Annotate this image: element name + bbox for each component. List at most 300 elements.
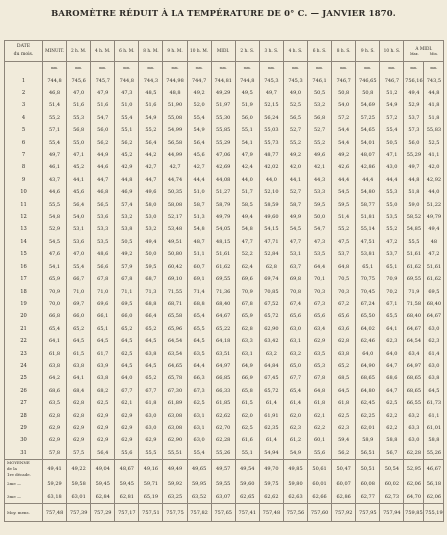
value-cell: 54,94 (259, 447, 283, 460)
value-cell: 49,9 (283, 211, 307, 223)
value-cell: 61,4 (259, 434, 283, 446)
value-cell: 61,73 (424, 397, 444, 409)
average-value-cell: 50,61 (308, 460, 332, 479)
average-value-cell: 49,04 (91, 460, 115, 479)
average-value-cell: 59,71 (139, 478, 163, 491)
value-cell: 61,7 (91, 348, 115, 360)
value-cell: 71,4 (187, 286, 211, 298)
table-row (5, 447, 444, 460)
value-cell: 49,51 (163, 236, 187, 248)
value-cell: 48,77 (259, 149, 283, 161)
value-cell: 45,2 (115, 149, 139, 161)
value-cell: 62,9 (43, 422, 67, 434)
value-cell: 65,2 (139, 372, 163, 384)
value-cell: 54,99 (163, 124, 187, 136)
value-cell: 44,7 (91, 174, 115, 186)
value-cell: 63,8 (139, 348, 163, 360)
value-cell: 56,4 (91, 447, 115, 460)
value-cell: 65,78 (163, 372, 187, 384)
value-cell: 57,5 (67, 447, 91, 460)
average-row (5, 478, 444, 491)
average-value-cell: 49,49 (163, 460, 187, 479)
value-cell: 44,99 (163, 149, 187, 161)
value-cell: 54,9 (139, 112, 163, 124)
value-cell: 62,62 (211, 410, 235, 422)
value-cell: 62,25 (356, 410, 380, 422)
value-cell: 41,8 (424, 99, 444, 111)
value-cell: 746,7 (332, 75, 356, 87)
value-cell: 62,9 (91, 422, 115, 434)
value-cell: 68,2 (91, 385, 115, 397)
average-value-cell: 62,81 (115, 491, 139, 504)
unit-cell: mm. (424, 62, 444, 75)
value-cell: 71,36 (211, 286, 235, 298)
date-column-header (5, 41, 43, 62)
value-cell: 53,0 (139, 211, 163, 223)
value-cell: 63,42 (259, 335, 283, 347)
value-cell: 63,6 (332, 323, 356, 335)
table-row (5, 75, 444, 87)
value-cell: 64,8 (332, 261, 356, 273)
value-cell: 54,7 (308, 223, 332, 235)
monthly-average-row (5, 504, 444, 522)
value-cell: 67,8 (115, 273, 139, 285)
value-cell: 58,77 (356, 199, 380, 211)
monthly-value-cell: 757,41 (235, 504, 259, 522)
value-cell: 68,65 (404, 372, 424, 384)
value-cell: 49,5 (235, 87, 259, 99)
value-cell: 69,55 (211, 273, 235, 285)
value-cell: 47,1 (380, 149, 404, 161)
value-cell: 55,51 (163, 447, 187, 460)
value-cell: 62,5 (332, 410, 356, 422)
average-value-cell: 62,86 (332, 491, 356, 504)
value-cell: 62,8 (43, 410, 67, 422)
value-cell: 65,6 (332, 310, 356, 322)
value-cell: 63,08 (163, 422, 187, 434)
value-cell: 44,0 (424, 186, 444, 198)
value-cell: 66,33 (211, 385, 235, 397)
value-cell: 64,54 (163, 335, 187, 347)
value-cell: 49,0 (283, 87, 307, 99)
table-row (5, 261, 444, 273)
average-value-cell: 49,16 (139, 460, 163, 479)
value-cell: 57,9 (115, 261, 139, 273)
table-row (5, 385, 444, 397)
value-cell: 54,9 (187, 124, 211, 136)
value-cell: 50,8 (332, 87, 356, 99)
average-value-cell: 60,01 (308, 478, 332, 491)
table-row (5, 422, 444, 434)
value-cell: 60,42 (163, 261, 187, 273)
value-cell: 70,9 (43, 286, 67, 298)
value-cell: 56,8 (308, 112, 332, 124)
value-cell: 44,9 (91, 149, 115, 161)
value-cell: 62,9 (115, 410, 139, 422)
value-cell: 55,6 (115, 447, 139, 460)
value-cell: 67,52 (259, 298, 283, 310)
value-cell: 65,0 (283, 360, 307, 372)
value-cell: 44,1 (67, 174, 91, 186)
value-cell: 56,5 (283, 112, 307, 124)
value-cell: 70,1 (308, 273, 332, 285)
value-cell: 57,8 (43, 447, 67, 460)
value-cell: 45,6 (187, 149, 211, 161)
value-cell: 65,1 (91, 323, 115, 335)
value-cell: 42,86 (356, 161, 380, 173)
value-cell: 63,1 (187, 410, 211, 422)
value-cell: 64,7 (380, 385, 404, 397)
value-cell: 70,9 (380, 273, 404, 285)
value-cell: 47,2 (380, 236, 404, 248)
value-cell: 64,2 (43, 372, 67, 384)
value-cell: 70,85 (259, 286, 283, 298)
value-cell: 42,0 (424, 161, 444, 173)
value-cell: 46,8 (43, 87, 67, 99)
value-cell: 64,5 (91, 335, 115, 347)
monthly-value-cell: 757,48 (43, 504, 67, 522)
value-cell: 66,55 (404, 397, 424, 409)
value-cell: 62,9 (67, 434, 91, 446)
column-header: 9 h. S. (356, 41, 380, 62)
value-cell: 63,0 (139, 422, 163, 434)
value-cell: 68,40 (424, 298, 444, 310)
value-cell: 67,8 (91, 273, 115, 285)
value-cell: 71,58 (404, 298, 424, 310)
value-cell: 61,1 (424, 410, 444, 422)
day-cell: 26 (5, 385, 43, 397)
value-cell: 69,6 (235, 273, 259, 285)
value-cell: 68,71 (163, 298, 187, 310)
midi-group-header (404, 41, 444, 62)
value-cell: 61,8 (43, 348, 67, 360)
value-cell: 42,4 (235, 161, 259, 173)
value-cell: 58,0 (139, 199, 163, 211)
value-cell: 64,02 (356, 323, 380, 335)
value-cell: 64,67 (424, 310, 444, 322)
average-value-cell: 63,18 (43, 491, 67, 504)
value-cell: 52,15 (259, 99, 283, 111)
table-body (5, 62, 444, 504)
average-value-cell: 60,02 (380, 478, 404, 491)
value-cell: 55,1 (235, 124, 259, 136)
value-cell: 58,52 (404, 211, 424, 223)
average-value-cell: 60,07 (332, 478, 356, 491)
value-cell: 55,6 (308, 447, 332, 460)
column-header: 6 h. S. (308, 41, 332, 62)
value-cell: 54,4 (332, 124, 356, 136)
value-cell: 67,4 (283, 298, 307, 310)
value-cell: 70,3 (332, 286, 356, 298)
day-cell: 6 (5, 137, 43, 149)
value-cell: 51,1 (187, 248, 211, 260)
value-cell: 55,4 (187, 112, 211, 124)
value-cell: 69,55 (404, 273, 424, 285)
day-cell: 11 (5, 199, 43, 211)
value-cell: 54,8 (187, 223, 211, 235)
day-cell: 3 (5, 99, 43, 111)
value-cell: 63,0 (404, 434, 424, 446)
value-cell: 64,84 (259, 360, 283, 372)
value-cell: 71,1 (115, 286, 139, 298)
value-cell: 48,07 (356, 149, 380, 161)
value-cell: 62,9 (91, 410, 115, 422)
average-label (5, 478, 43, 491)
value-cell: 55,83 (424, 124, 444, 136)
average-value-cell: 59,45 (91, 478, 115, 491)
value-cell: 55,30 (211, 112, 235, 124)
value-cell: 70,75 (356, 273, 380, 285)
value-cell: 52,84 (259, 248, 283, 260)
value-cell: 58,8 (380, 434, 404, 446)
value-cell: 62,3 (380, 335, 404, 347)
table-row (5, 161, 444, 173)
value-cell: 67,7 (115, 385, 139, 397)
unit-cell: mm. (235, 62, 259, 75)
value-cell: 44,0 (259, 174, 283, 186)
value-cell: 55,29 (404, 149, 424, 161)
value-cell: 64,4 (187, 360, 211, 372)
value-cell: 41,1 (424, 149, 444, 161)
value-cell: 44,6 (91, 161, 115, 173)
table-row (5, 298, 444, 310)
value-cell: 56,0 (404, 137, 424, 149)
value-cell: 64,67 (404, 323, 424, 335)
value-cell: 57,4 (115, 199, 139, 211)
value-cell: 53,48 (163, 223, 187, 235)
value-cell: 48,6 (91, 248, 115, 260)
value-cell: 62,0 (283, 410, 307, 422)
value-cell: 50,5 (115, 236, 139, 248)
value-cell: 59,5 (308, 199, 332, 211)
value-cell: 744,8 (43, 75, 67, 87)
value-cell: 57,3 (404, 124, 424, 136)
value-cell: 61,5 (235, 397, 259, 409)
value-cell: 67,1 (380, 298, 404, 310)
unit-row (5, 62, 444, 75)
value-cell: 47,51 (356, 236, 380, 248)
day-cell: 5 (5, 124, 43, 136)
value-cell: 56,2 (115, 137, 139, 149)
value-cell: 49,4 (235, 211, 259, 223)
value-cell: 62,3 (424, 335, 444, 347)
value-cell: 62,28 (404, 447, 424, 460)
value-cell: 51,61 (424, 261, 444, 273)
value-cell: 53,3 (91, 223, 115, 235)
value-cell: 55,2 (283, 137, 307, 149)
table-row (5, 286, 444, 298)
value-cell: 65,2 (139, 323, 163, 335)
unit-cell: mm. (404, 62, 424, 75)
value-cell: 50,0 (308, 211, 332, 223)
value-cell: 62,3 (283, 422, 307, 434)
value-cell: 62,9 (43, 434, 67, 446)
monthly-value-cell: 757,95 (356, 504, 380, 522)
value-cell: 45,2 (67, 161, 91, 173)
value-cell: 64,18 (211, 335, 235, 347)
value-cell: 67,30 (163, 385, 187, 397)
value-cell: 53,5 (308, 248, 332, 260)
value-cell: 65,4 (283, 385, 307, 397)
table-row (5, 323, 444, 335)
value-cell: 746,7 (380, 75, 404, 87)
value-cell: 61,62 (424, 273, 444, 285)
value-cell: 64,1 (43, 335, 67, 347)
value-cell: 51,61 (211, 248, 235, 260)
average-value-cell: 65,19 (139, 491, 163, 504)
value-cell: 65,50 (356, 310, 380, 322)
value-cell: 70,45 (356, 286, 380, 298)
average-value-cell: 62,77 (356, 491, 380, 504)
value-cell: 67,7 (139, 385, 163, 397)
day-cell: 8 (5, 161, 43, 173)
value-cell: 44,4 (380, 174, 404, 186)
value-cell: 53,8 (115, 223, 139, 235)
value-cell: 52,5 (424, 137, 444, 149)
value-cell: 54,80 (356, 186, 380, 198)
value-cell: 51,81 (356, 211, 380, 223)
value-cell: 55,85 (211, 124, 235, 136)
day-cell: 28 (5, 410, 43, 422)
value-cell: 55,03 (259, 124, 283, 136)
value-cell: 65,58 (163, 310, 187, 322)
value-cell: 67,2 (332, 298, 356, 310)
value-cell: 743,5 (424, 75, 444, 87)
average-value-cell: 62,06 (424, 491, 444, 504)
average-heading: MOYENNE (7, 460, 30, 466)
value-cell: 61,2 (283, 434, 307, 446)
value-cell: 63,4 (404, 348, 424, 360)
day-cell: 7 (5, 149, 43, 161)
value-cell: 65,6 (308, 310, 332, 322)
value-cell: 55,0 (67, 137, 91, 149)
column-header: MINUIT. (43, 41, 67, 62)
day-cell: 15 (5, 248, 43, 260)
value-cell: 64,5 (139, 360, 163, 372)
value-cell: 67,8 (235, 298, 259, 310)
value-cell: 64,1 (67, 372, 91, 384)
day-cell: 21 (5, 323, 43, 335)
value-cell: 61,4 (283, 397, 307, 409)
average-row (5, 460, 444, 479)
value-cell: 70,3 (308, 286, 332, 298)
value-cell: 66,0 (115, 310, 139, 322)
value-cell: 55,1 (235, 447, 259, 460)
table-row (5, 248, 444, 260)
midi-group-label: A MIDI. (415, 46, 433, 52)
column-header: 4 h. S. (283, 41, 307, 62)
value-cell: 64,8 (308, 385, 332, 397)
table-row (5, 87, 444, 99)
value-cell: 47,7 (283, 236, 307, 248)
value-cell: 61,4 (259, 397, 283, 409)
value-cell: 66,9 (235, 372, 259, 384)
table-row (5, 124, 444, 136)
value-cell: 62,5 (115, 348, 139, 360)
value-cell: 54,5 (332, 186, 356, 198)
value-cell: 55,3 (67, 112, 91, 124)
value-cell: 50,8 (356, 87, 380, 99)
table-row (5, 137, 444, 149)
value-cell: 63,7 (283, 261, 307, 273)
value-cell: 68,6 (380, 372, 404, 384)
value-cell: 62,9 (67, 422, 91, 434)
average-value-cell: 59,92 (163, 478, 187, 491)
value-cell: 51,8 (404, 186, 424, 198)
value-cell: 68,6 (43, 385, 67, 397)
value-cell: 42,9 (115, 161, 139, 173)
value-cell: 68,65 (404, 385, 424, 397)
value-cell: 53,7 (380, 248, 404, 260)
average-value-cell: 62,73 (380, 491, 404, 504)
value-cell: 51,61 (404, 248, 424, 260)
value-cell: 66,1 (91, 310, 115, 322)
value-cell: 55,1 (115, 124, 139, 136)
value-cell: 63,8 (67, 360, 91, 372)
value-cell: 744,3 (139, 75, 163, 87)
value-cell: 51,3 (187, 211, 211, 223)
monthly-value-cell: 757,17 (115, 504, 139, 522)
value-cell: 51,6 (91, 99, 115, 111)
value-cell: 52,7 (308, 124, 332, 136)
value-cell: 49,6 (139, 186, 163, 198)
value-cell: 49,7 (404, 161, 424, 173)
value-cell: 69,74 (259, 273, 283, 285)
value-cell: 61,8 (308, 397, 332, 409)
table-row (5, 397, 444, 409)
value-cell: 54,69 (356, 99, 380, 111)
value-cell: 65,8 (235, 385, 259, 397)
value-cell: 43,0 (380, 161, 404, 173)
value-cell: 61,8 (139, 397, 163, 409)
table-row (5, 310, 444, 322)
value-cell: 62,2 (380, 410, 404, 422)
value-cell: 52,9 (43, 223, 67, 235)
value-cell: 62,9 (308, 335, 332, 347)
monthly-value-cell: 759,85 (404, 504, 424, 522)
value-cell: 51,90 (163, 99, 187, 111)
average-value-cell: 50,51 (356, 460, 380, 479)
value-cell: 56,5 (91, 199, 115, 211)
value-cell: 54,1 (43, 261, 67, 273)
date-sublabel: du mois. (13, 52, 34, 57)
value-cell: 47,9 (235, 149, 259, 161)
value-cell: 51,0 (115, 99, 139, 111)
value-cell: 54,5 (43, 236, 67, 248)
value-cell: 49,2 (332, 149, 356, 161)
column-header: 8 h. S. (332, 41, 356, 62)
value-cell: 56,0 (91, 124, 115, 136)
value-cell: 54,01 (356, 137, 380, 149)
value-cell: 55,73 (259, 137, 283, 149)
value-cell: 43,7 (43, 174, 67, 186)
value-cell: 57,25 (356, 112, 380, 124)
value-cell: 68,8 (187, 298, 211, 310)
value-cell: 69,7 (67, 298, 91, 310)
monthly-value-cell: 757,48 (259, 504, 283, 522)
value-cell: 67,3 (187, 385, 211, 397)
monthly-value-cell: 757,56 (283, 504, 307, 522)
table-row (5, 434, 444, 446)
value-cell: 53,6 (67, 236, 91, 248)
value-cell: 56,51 (356, 447, 380, 460)
table-row (5, 410, 444, 422)
value-cell: 56,7 (380, 447, 404, 460)
average-heading-sub: de la (7, 466, 17, 472)
value-cell: 52,10 (259, 186, 283, 198)
value-cell: 55,14 (356, 223, 380, 235)
unit-cell-empty (5, 62, 43, 75)
